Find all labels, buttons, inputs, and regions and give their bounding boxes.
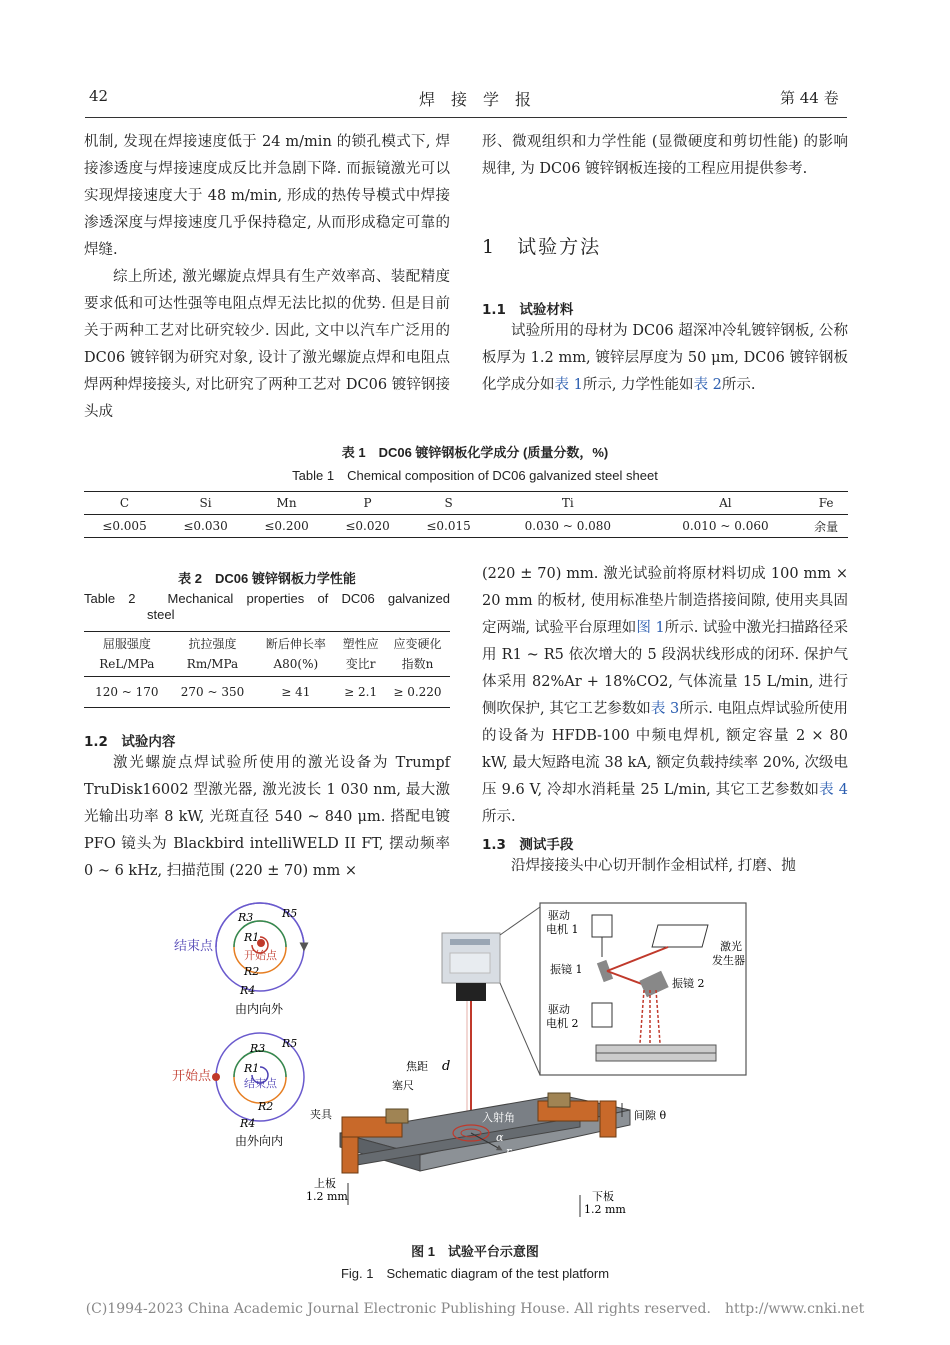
table-cell: 0.010 ~ 0.060 (682, 519, 769, 533)
table-header: Fe (818, 496, 834, 510)
label-upper-thickness: 1.2 mm (306, 1190, 348, 1203)
table-cell: ≤0.020 (345, 519, 390, 533)
table-header: Ti (561, 496, 574, 510)
label-r5: R5 (282, 1037, 298, 1050)
label-r4: R4 (240, 984, 256, 997)
subsection-heading: 1.1 试验材料 (482, 302, 574, 318)
label-gap: 间隙 θ (634, 1109, 667, 1122)
table2-caption-cn: 表 2 DC06 镀锌钢板力学性能 (178, 571, 356, 586)
table-cell: ≥ 2.1 (344, 685, 378, 699)
label-end-point: 结束点 (174, 939, 214, 954)
label-lower-plate: 下板 (592, 1190, 614, 1203)
paragraph: 形、微观组织和力学性能 (显微硬度和剪切性能) 的影响规律, 为 DC06 镀锌钢板连接的工程应用提供参考. (482, 134, 848, 177)
label-r1: R1 (244, 931, 260, 944)
table2-caption-en: Table 2 Mechanical properties of DC06 galvanized (84, 591, 450, 606)
left-column (84, 129, 450, 426)
page-number: 42 (89, 87, 109, 105)
table-cell: ≥ 41 (281, 685, 311, 699)
label-mirror1: 振镜 1 (550, 963, 583, 976)
figure-caption-cn: 图 1 试验平台示意图 (411, 1244, 539, 1259)
table-header: Mn (276, 496, 297, 510)
paragraph: 沿焊接接头中心切开制作金相试样, 打磨、抛 (511, 858, 796, 874)
label-out-in: 由外向内 (235, 1134, 284, 1148)
table-header: 屈服强度 ReL/MPa (99, 637, 155, 671)
paragraph: 综上所述, 激光螺旋点焊具有生产效率高、装配精度要求低和可达性强等电阻点焊无法比拟的优势. 但是目前关于两种工艺对比研究较少. 因此, 文中以汽车广泛用的 DC06 镀锌钢为研究对象, 设计了激光螺旋点焊和电阻点焊两种焊接接头, 对比研究了两种工艺对 DC06 镀锌钢接头成 (84, 269, 450, 420)
label-focal: 焦距 (406, 1060, 428, 1073)
label-motor1: 电机 1 (546, 923, 579, 936)
copyright-footer: (C)1994-2023 China Academic Journal Electronic Publishing House. All rights reserved. http://www.cnki.net (85, 1301, 865, 1317)
table-link[interactable]: 表 4 (819, 782, 848, 798)
table-header: 抗拉强度 Rm/MPa (186, 637, 239, 671)
label-r: r (506, 1145, 512, 1158)
subsection-heading: 1.2 试验内容 (84, 734, 176, 750)
table-cell: 120 ~ 170 (95, 685, 159, 699)
label-start-point: 开始点 (172, 1069, 212, 1084)
laser-head (442, 933, 500, 1125)
right-column-para (482, 318, 848, 399)
figure-test-platform (160, 895, 860, 1235)
label-motor2: 驱动 (548, 1003, 570, 1016)
table1-caption-en: Table 1 Chemical composition of DC06 galvanized steel sheet (292, 468, 658, 483)
label-r5: R5 (282, 907, 298, 920)
left-column-lower (84, 750, 450, 885)
paragraph-text: 所示. 电阻点焊试验所使用的设备为 HFDB-100 中频电焊机, 额定容量 2 × 80 kW, 最大短路电流 38 kA, 额定负载持续率 20%, 次级电压 9.6 V, 冷却水消耗量 25 L/min, 其它工艺参数如 (482, 701, 849, 798)
label-r3: R3 (250, 1042, 266, 1055)
label-upper-plate: 上板 (314, 1177, 336, 1190)
label-mirror2: 振镜 2 (672, 977, 705, 990)
label-d: d (442, 1059, 451, 1074)
paragraph-text: 所示, 力学性能如 (582, 377, 694, 393)
table-cell: ≤0.015 (426, 519, 471, 533)
table-cell: ≥ 0.220 (393, 685, 442, 699)
table2-caption-en-cont: steel (147, 607, 175, 622)
table-header: 断后伸长率 A80(%) (265, 637, 326, 671)
paragraph-text: 所示. (721, 377, 756, 393)
paragraph-text: (220 ± 70) mm. 激光试验前将原材料切成 100 mm × 20 mm 的板材, 使用标准垫片制造搭接间隙, 使用夹具固定两端, 试验平台原理如 (482, 566, 848, 636)
label-r2: R2 (258, 1100, 274, 1113)
table-cell: ≤0.200 (264, 519, 309, 533)
subsection-heading: 1.3 测试手段 (482, 837, 574, 853)
table-header: 应变硬化 指数n (393, 637, 442, 671)
table-link[interactable]: 表 1 (554, 377, 583, 393)
table-header: Si (199, 496, 212, 510)
label-motor1: 驱动 (548, 909, 570, 922)
volume-label: 第 44 卷 (780, 89, 839, 107)
journal-title: 焊接学报 (418, 90, 547, 109)
table1-caption-cn: 表 1 DC06 镀锌钢板化学成分 (质量分数，%) (341, 445, 609, 460)
label-r3: R3 (238, 911, 254, 924)
table2 (84, 631, 450, 708)
figure-caption-en: Fig. 1 Schematic diagram of the test platform (340, 1266, 610, 1281)
table-cell: ≤0.005 (102, 519, 147, 533)
table-header: 塑性应 变比r (342, 637, 379, 671)
right-column-last (482, 853, 848, 880)
table-cell: 270 ~ 350 (180, 685, 245, 699)
paragraph: 机制, 发现在焊接速度低于 24 m/min 的锁孔模式下, 焊接渗透度与焊接速度成反比并急剧下降. 而振镜激光可以实现焊接速度大于 48 m/min, 形成的热传导模式中焊接渗透深度与焊接速度几乎保持稳定, 从而形成稳定可靠的焊缝. (84, 134, 450, 258)
right-column (482, 129, 848, 183)
label-shim: 塞尺 (392, 1079, 414, 1092)
paragraph-text: 所示. (482, 809, 516, 825)
table-cell: 0.030 ~ 0.080 (524, 519, 612, 533)
paragraph-text: 试验所用的母材为 DC06 超深冲冷轧镀锌钢板, 公称板厚为 1.2 mm, 镀锌层厚度为 50 μm, DC06 镀锌钢板化学成分如 (482, 323, 848, 393)
table-header: S (444, 496, 453, 510)
header-rule (85, 117, 847, 118)
label-incidence: 入射角 (482, 1111, 515, 1124)
paragraph-text: 所示. 试验中激光扫描路径采用 R1 ~ R5 依次增大的 5 段涡状线形成的闭环. 保护气体采用 82%Ar + 18%CO2, 气体流量 15 L/min, 进行侧吹保护, 其它工艺参数如 (482, 620, 848, 717)
label-laser: 发生器 (712, 954, 745, 967)
label-motor2: 电机 2 (546, 1017, 579, 1030)
label-start-point: 开始点 (244, 949, 277, 962)
paragraph: 激光螺旋点焊试验所使用的激光设备为 Trumpf TruDisk16002 型激光器, 激光波长 1 030 nm, 最大激光输出功率 8 kW, 光斑直径 540 ~ 840 μm. 搭配电镀 PFO 镜头为 Blackbird intelliWELD II FT, 摆动频率 0 ~ 6 kHz, 扫描范围 (220 ± 70) mm × (84, 755, 450, 879)
table-link[interactable]: 表 3 (650, 701, 680, 717)
label-r2: R2 (244, 965, 260, 978)
table-header: C (119, 496, 130, 510)
section-heading: 1 试验方法 (482, 236, 602, 258)
label-in-out: 由内向外 (235, 1002, 284, 1016)
table-cell: ≤0.030 (183, 519, 228, 533)
table1 (84, 491, 848, 538)
table-header: Al (719, 496, 732, 510)
label-r1: R1 (244, 1062, 260, 1075)
label-laser: 激光 (720, 940, 742, 953)
right-column-lower (482, 561, 848, 831)
table-header: P (363, 496, 372, 510)
label-alpha: α (496, 1131, 504, 1144)
table-link[interactable]: 表 2 (693, 377, 722, 393)
label-end-point: 结束点 (244, 1077, 277, 1090)
label-lower-thickness: 1.2 mm (584, 1203, 626, 1216)
figure-link[interactable]: 图 1 (636, 620, 665, 636)
table-cell: 余量 (814, 519, 839, 534)
label-clamp: 夹具 (310, 1108, 332, 1121)
label-r4: R4 (240, 1117, 256, 1130)
